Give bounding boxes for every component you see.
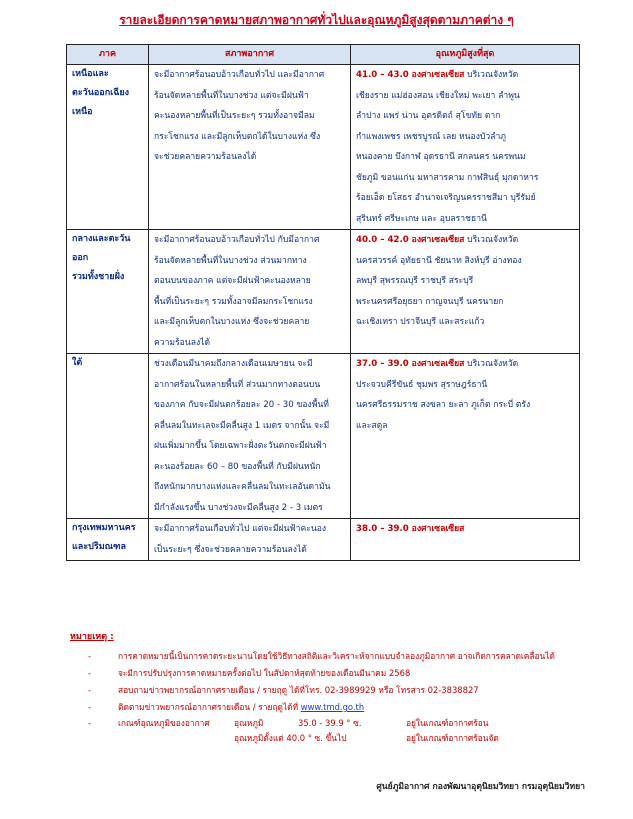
tmd-link[interactable]: www.tmd.go.th xyxy=(300,702,365,712)
region-line: ใต้ xyxy=(72,358,83,368)
weather-line: ของภาค กับจะมีฝนตกร้อยละ 20 - 30 ของพื้นที่ xyxy=(154,400,329,410)
note-item xyxy=(66,682,586,699)
region-line: เหนือและ xyxy=(72,69,109,79)
notes-title: หมายเหตุ : xyxy=(70,632,114,642)
note-item-link xyxy=(66,699,586,716)
weather-cell xyxy=(149,230,351,354)
weather-line: ฝนเพิ่มมากขึ้น โดยเฉพาะฝั่งตะวันตกจะมีฝนฟ้า xyxy=(154,441,327,451)
threshold-hot-label: อุณหภูมิ xyxy=(234,718,264,728)
note-link-prefix: ติดตามข่าวพยากรณ์อากาศรายเดือน / รายฤดูได้ที่ xyxy=(118,702,301,712)
note-item xyxy=(66,665,586,682)
weather-line: เป็นระยะๆ ซึ่งจะช่วยคลายความร้อนลงได้ xyxy=(154,544,307,555)
weather-line: ความร้อนลงได้ xyxy=(154,337,211,348)
region-cell xyxy=(67,65,149,230)
weather-cell xyxy=(149,519,351,561)
weather-line: ช่วงเดือนมีนาคมถึงกลางเดือนเมษายน จะมี xyxy=(154,359,313,369)
temp-line: ประจวบคีรีขันธ์ ชุมพร สุราษฎร์ธานี xyxy=(356,379,488,390)
temp-line: ลพบุรี สุพรรณบุรี ราชบุรี สระบุรี xyxy=(356,276,474,286)
table-row xyxy=(67,65,580,230)
header-region: ภาค xyxy=(67,45,149,65)
notes-section xyxy=(66,629,586,746)
weather-line: อากาศร้อนในหลายพื้นที่ ส่วนมากทางตอนบน xyxy=(154,379,321,390)
header-weather: สภาพอากาศ xyxy=(149,45,351,65)
table-row xyxy=(67,230,580,354)
region-cell xyxy=(67,354,149,519)
weather-line: กระโชกแรง และมีลูกเห็บตกได้ในบางแห่ง ซึ่ง xyxy=(154,131,321,142)
region-line: และปริมณฑล xyxy=(72,542,126,552)
note-bullet: - xyxy=(88,668,92,678)
weather-line: ตอนบนของภาค แต่จะมีฝนฟ้าคะนองหลาย xyxy=(154,276,311,286)
weather-line: จะมีอากาศร้อนอบอ้าวเกือบทั่วไป และมีอากาศ xyxy=(154,70,325,80)
weather-line: พื้นที่เป็นระยะๆ รวมทั้งอาจมีลมกระโชกแรง xyxy=(154,296,313,307)
forecast-table xyxy=(66,44,580,561)
threshold-row-hot xyxy=(66,716,586,731)
temp-line: นครสวรรค์ อุทัยธานี ชัยนาท สิงห์บุรี อ่างทอง xyxy=(356,255,522,266)
note-bullet: - xyxy=(88,685,92,695)
note-text: สอบถามข่าวพยากรณ์อากาศรายเดือน / รายฤดู ได้ที่โทร. 02-3989929 หรือ โทรสาร 02-3838827 xyxy=(118,685,479,695)
temp-line: บริเวณจังหวัด xyxy=(464,70,519,80)
weather-line: จะช่วยคลายความร้อนลงได้ xyxy=(154,152,257,162)
region-line: กรุงเทพมหานคร xyxy=(72,523,136,533)
weather-line: จะมีอากาศร้อนอบอ้าวเกือบทั่วไป กับมีอากาศ xyxy=(154,235,320,245)
weather-line: ร้อนจัดหลายพื้นที่ในบางช่วง แต่จะมีฝนฟ้า xyxy=(154,90,309,101)
table-header-row xyxy=(67,45,580,65)
note-bullet: - xyxy=(88,718,92,728)
temp-cell xyxy=(351,354,580,519)
weather-line: ร้อนจัดหลายพื้นที่ในบางช่วง ส่วนมากทาง xyxy=(154,255,307,266)
temp-range: 40.0 – 42.0 องศาเซลเซียส xyxy=(356,235,465,245)
note-bullet: - xyxy=(88,651,92,661)
temp-cell xyxy=(351,230,580,354)
region-line: ตะวันออกเฉียงเหนือ xyxy=(72,88,130,117)
weather-line: มีกำลังแรงขึ้น บางช่วงจะมีคลื่นสูง 2 - 3 เมตร xyxy=(154,502,323,513)
threshold-hot-range: 35.0 - 39.9 ° ซ. xyxy=(298,718,362,728)
page-title: รายละเอียดการคาดหมายสภาพอากาศทั่วไปและอุณหภูมิสูงสุดตามภาคต่าง ๆ xyxy=(119,13,514,27)
weather-cell xyxy=(149,354,351,519)
note-item xyxy=(66,648,586,665)
weather-line: คะนองร้อยละ 60 – 80 ของพื้นที่ กับมีฝนหนัก xyxy=(154,461,321,472)
temp-range: 41.0 – 43.0 องศาเซลเซียส xyxy=(356,70,465,80)
temp-line: นครศรีธรรมราช สงขลา ยะลา ภูเก็ต กระบี่ ตรัง xyxy=(356,400,531,410)
temp-line: บริเวณจังหวัด xyxy=(464,359,519,369)
threshold-row-veryhot xyxy=(66,731,586,746)
temp-line: ชัยภูมิ ขอนแก่น มหาสารคาม กาฬสินธุ์ มุกดาหาร xyxy=(356,172,539,183)
region-line: กลางและตะวันออก xyxy=(72,234,131,263)
note-text: การคาดหมายนี้เป็นการคาดระยะนานโดยใช้วิธีทางสถิติและวิเคราะห์จากแบบจำลองภูมิอากาศ อาจเกิดการคลาดเคลื่อนได้ xyxy=(118,651,555,661)
weather-line: คะนองหลายพื้นที่เป็นระยะๆ รวมทั้งอาจมีลม xyxy=(154,111,315,121)
table-row xyxy=(67,354,580,519)
temp-line: กำแพงเพชร เพชรบูรณ์ เลย หนองบัวลำภู xyxy=(356,131,506,142)
weather-cell xyxy=(149,65,351,230)
temp-line: สุรินทร์ ศรีษะเกษ และ อุบลราชธานี xyxy=(356,213,487,224)
temp-line: ฉะเชิงเทรา ปราจีนบุรี และสระแก้ว xyxy=(356,317,485,327)
weather-line: ถึงหนักมากบางแห่งและคลื่นลมในทะเลอันดามัน xyxy=(154,482,331,492)
threshold-veryhot-desc: อยู่ในเกณฑ์อากาศร้อนจัด xyxy=(406,733,499,743)
temp-cell xyxy=(351,519,580,561)
region-line: รวมทั้งชายฝั่ง xyxy=(72,272,125,282)
footer-credit: ศูนย์ภูมิอากาศ กองพัฒนาอุตุนิยมวิทยา กรมอุตุนิยมวิทยา xyxy=(376,782,585,792)
temp-range: 37.0 – 39.0 องศาเซลเซียส xyxy=(356,359,465,369)
header-temp: อุณหภูมิสูงที่สุด xyxy=(351,45,580,65)
region-cell xyxy=(67,230,149,354)
note-bullet: - xyxy=(88,702,92,712)
temp-line: หนองคาย บึงกาฬ อุดรธานี สกลนคร นครพนม xyxy=(356,152,526,162)
threshold-hot-desc: อยู่ในเกณฑ์อากาศร้อน xyxy=(406,718,489,728)
weather-line: คลื่นลมในทะเลจะมีคลื่นสูง 1 เมตร จากนั้น จะมี xyxy=(154,420,330,431)
temp-line: พระนครศรีอยุธยา กาญจนบุรี นครนายก xyxy=(356,296,504,307)
temp-range: 38.0 – 39.0 องศาเซลเซียส xyxy=(356,524,465,534)
temp-line: ลำปาง แพร่ น่าน อุตรดิตถ์ สุโขทัย ตาก xyxy=(356,111,501,121)
weather-line: และมีลูกเห็บตกในบางแห่ง ซึ่งจะช่วยคลาย xyxy=(154,317,310,327)
temp-line: บริเวณจังหวัด xyxy=(464,235,519,245)
table-row xyxy=(67,519,580,561)
temp-line: ร้อยเอ็ด ยโสธร อำนาจเจริญนครราชสีมา บุรีรัมย์ xyxy=(356,193,536,203)
temp-line: และสตูล xyxy=(356,420,388,431)
threshold-veryhot-label: อุณหภูมิตั้งแต่ 40.0 ° ซ. ขึ้นไป xyxy=(234,733,347,743)
threshold-label: เกณฑ์อุณหภูมิของอากาศ xyxy=(118,718,210,728)
temp-line: เชียงราย แม่ฮ่องสอน เชียงใหม่ พะเยา ลำพูน xyxy=(356,90,520,101)
note-text: จะมีการปรับปรุงการคาดหมายครั้งต่อไป ในสัปดาห์สุดท้ายของเดือนมีนาคม 2568 xyxy=(118,668,411,678)
weather-line: จะมีอากาศร้อนเกือบทั่วไป แต่จะมีฝนฟ้าคะนอง xyxy=(154,524,327,534)
region-cell xyxy=(67,519,149,561)
temp-cell xyxy=(351,65,580,230)
